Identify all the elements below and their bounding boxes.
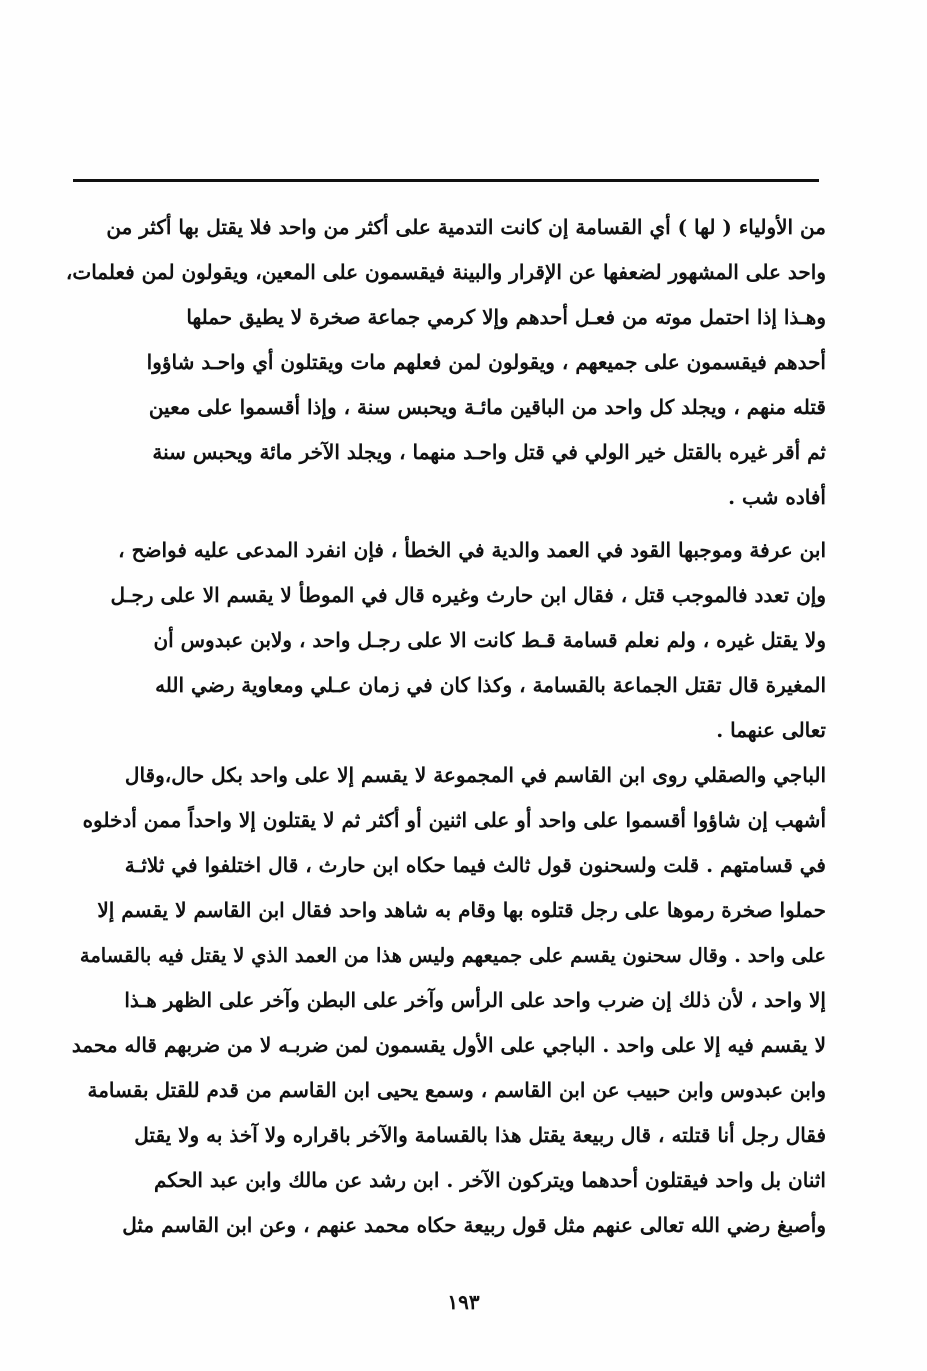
text-line: الباجي والصقلي روى ابن القاسم في المجموعة لا يقسم إلا على واحد بكل حال،وقال bbox=[124, 763, 826, 787]
text-line: وأصبغ رضي الله تعالى عنهم مثل قول ربيعة حكاه محمد عنهم ، وعن ابن القاسم مثل bbox=[122, 1213, 826, 1237]
text-line: أشهب إن شاؤوا أقسموا على واحد أو على اثنين أو أكثر ثم لا يقتلون إلا واحداً ممن أدخلوه bbox=[82, 808, 826, 832]
text-line: لا يقسم فيه إلا على واحد . الباجي على الأول يقسمون لمن ضربـه لا من ضربهم قاله محمد bbox=[71, 1033, 826, 1057]
header-rule bbox=[73, 179, 819, 182]
page-number: ١٩٣ bbox=[447, 1290, 480, 1314]
text-line: تعالى عنهما . bbox=[716, 718, 826, 742]
text-line: ثم أقر غيره بالقتل خير الولي في قتل واحـد منهما ، ويجلد الآخر مائة ويحبس سنة bbox=[152, 440, 826, 464]
text-line: وابن عبدوس وابن حبيب عن ابن القاسم ، وسمع يحيى ابن القاسم من قدم للقتل بقسامة bbox=[87, 1078, 826, 1102]
text-line: أفاده شب . bbox=[728, 485, 826, 509]
paragraph-gap bbox=[64, 520, 826, 528]
text-line: من الأولياء ( لها ) أي القسامة إن كانت التدمية على أكثر من واحد فلا يقتل بها أكثر من bbox=[106, 215, 826, 239]
text-line: المغيرة قال تقتل الجماعة بالقسامة ، وكذا كان في زمان عـلي ومعاوية رضي الله bbox=[155, 673, 826, 697]
text-line: ولا يقتل غيره ، ولم نعلم قسامة قـط كانت الا على رجـل واحد ، ولابن عبدوس أن bbox=[153, 628, 826, 652]
text-line: في قسامتهم . قلت ولسحنون قول ثالث فيما حكاه ابن حارث ، قال اختلفوا في ثلاثـة bbox=[124, 853, 826, 877]
body-text bbox=[64, 205, 826, 1248]
text-line: اثنان بل واحد فيقتلون أحدهما ويتركون الآخر . ابن رشد عن مالك وابن عبد الحكم bbox=[154, 1168, 826, 1192]
text-line: على واحد . وقال سحنون يقسم على جميعهم وليس هذا من العمد الذي لا يقتل فيه بالقسامة bbox=[79, 944, 826, 967]
text-line: وهـذا إذا احتمل موته من فعـل أحدهم وإلا كرمي جماعة صخرة لا يطيق حملها bbox=[186, 305, 826, 329]
text-line: حملوا صخرة رموها على رجل قتلوه بها وقام به شاهد واحد فقال ابن القاسم لا يقسم إلا bbox=[97, 898, 826, 922]
paragraph-3 bbox=[64, 753, 826, 1248]
text-line: وإن تعدد فالموجب قتل ، فقال ابن حارث وغيره قال في الموطأ لا يقسم الا على رجـل bbox=[110, 583, 826, 607]
text-line: واحد على المشهور لضعفها عن الإقرار والبينة فيقسمون على المعين، ويقولون لمن فعلمات، bbox=[65, 260, 826, 284]
text-line: إلا واحد ، لأن ذلك إن ضرب واحد على الرأس وآخر على البطن وآخر على الظهر هـذا bbox=[124, 988, 826, 1012]
text-line: قتله منهم ، ويجلد كل واحد من الباقين مائـة ويحبس سنة ، وإذا أقسموا على معين bbox=[148, 395, 826, 419]
paragraph-1 bbox=[64, 205, 826, 520]
text-line: أحدهم فيقسمون على جميعهم ، ويقولون لمن فعلهم مات ويقتلون أي واحـد شاؤوا bbox=[146, 350, 826, 374]
paragraph-2 bbox=[64, 528, 826, 753]
text-line: ابن عرفة وموجبها القود في العمد والدية في الخطأ ، فإن انفرد المدعى عليه فواضح ، bbox=[118, 538, 826, 562]
text-line: فقال رجل أنا قتلته ، قال ربيعة يقتل هذا بالقسامة والآخر باقراره ولا آخذ به ولا يقتل bbox=[134, 1123, 826, 1147]
